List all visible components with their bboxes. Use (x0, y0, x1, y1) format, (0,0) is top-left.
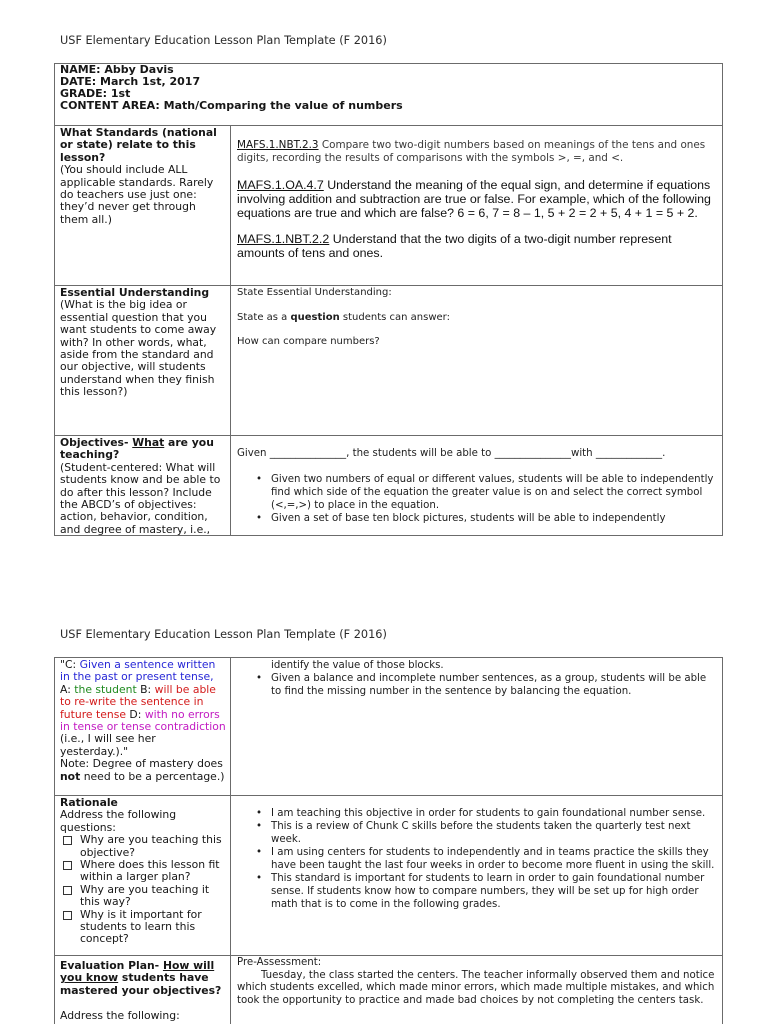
page1-header: USF Elementary Education Lesson Plan Template (F 2016) (60, 34, 387, 47)
objective-item: • Given a balance and incomplete number sentences, as a group, students will be able to find the missing number in the sentence by balancing the equation. (271, 672, 716, 698)
rationale-item: • This is a review of Chunk C skills before the students taken the quarterly test next week. (271, 820, 716, 846)
checkbox-icon (63, 886, 72, 895)
evaluation-content-cell (231, 956, 723, 1024)
evaluation-label: Evaluation Plan- How will you know students have mastered your objectives? (60, 959, 222, 997)
objective-template: Given _______________, the students will be able to _______________with _____________. (237, 448, 666, 459)
objectives-content-cell (231, 436, 723, 536)
objectives-list (237, 473, 716, 525)
page2-lesson-table (54, 657, 723, 1024)
grade-level: GRADE: 1st (60, 87, 131, 100)
mastery-note: Note: Degree of mastery does not need to be a percentage.) (60, 757, 225, 783)
page1-lesson-table (54, 63, 723, 536)
evaluation-intro: Address the following: (60, 1008, 180, 1022)
rationale-intro: Address the following questions: (60, 808, 177, 834)
rationale-item: • This standard is important for students to learn in order to gain foundational number sense. If students know how to compare numbers, they will be set up for high order math that is to come in the following grades. (271, 872, 716, 911)
standard-code-link[interactable]: MAFS.1.NBT.2.2 (237, 232, 330, 246)
page2-header: USF Elementary Education Lesson Plan Template (F 2016) (60, 628, 387, 641)
essential-question-prompt: State as a question students can answer: (237, 312, 450, 323)
pre-assessment-text: Tuesday, the class started the centers. The teacher informally observed them and notice which students excelled, which made minor errors, which made multiple mistakes, and which took the opportunity to practice and made bad choices by not completing the centers task. (237, 969, 715, 1006)
objective-item: • Given two numbers of equal or different values, students will be able to independently find which side of the equation the greater value is on and select the correct symbol (<,=,>) to place in the equation. (271, 473, 716, 512)
audience-text: the student (74, 682, 137, 696)
objectives-hint: (Student-centered: What will students know and be able to do after this lesson? Include the ABCD’s of objectives: action, behavior, condition, and degree of mastery, i.e., (60, 460, 221, 536)
rationale-content-cell (231, 796, 723, 956)
rationale-item: • I am teaching this objective in order for students to gain foundational number sense. (271, 807, 716, 820)
objective-item: • Given a set of base ten block pictures, students will be able to independently (271, 512, 716, 525)
rationale-question: Why is it important for students to learn this concept? (80, 909, 227, 946)
standard-2 (237, 178, 716, 220)
abcd-example-cell (55, 658, 231, 796)
essential-content-cell (231, 286, 723, 436)
standard-code-link[interactable]: MAFS.1.NBT.2.3 (237, 139, 319, 151)
content-area: CONTENT AREA: Math/Comparing the value of numbers (60, 99, 403, 112)
checkbox-icon (63, 911, 72, 920)
objectives-label-cell (55, 436, 231, 536)
objective-item-continued: identify the value of those blocks. (271, 660, 444, 671)
standard-code-link[interactable]: MAFS.1.OA.4.7 (237, 178, 324, 192)
standard-text: Compare two two-digit numbers based on meanings of the tens and ones digits, recording the results of comparisons with the symbols >, =, and <. (237, 139, 706, 164)
essential-label-cell (55, 286, 231, 436)
essential-question-answer: How can compare numbers? (237, 336, 380, 347)
rationale-label-cell (55, 796, 231, 956)
teacher-name: NAME: Abby Davis (60, 64, 174, 76)
rationale-questions (60, 834, 227, 946)
standards-label: What Standards (national or state) relate to this lesson? (60, 126, 217, 164)
rationale-label: Rationale (60, 796, 118, 809)
degree-text: with no errors in tense or tense contradiction (60, 707, 226, 734)
lesson-date: DATE: March 1st, 2017 (60, 75, 201, 88)
essential-state-label: State Essential Understanding: (237, 287, 392, 298)
rationale-item: • I am using centers for students to independently and in teams practice the skills they have been taught the last four weeks in order to become more fluent in using the skill. (271, 846, 716, 872)
checkbox-icon (63, 836, 72, 845)
checkbox-icon (63, 861, 72, 870)
essential-label: Essential Understanding (60, 286, 210, 299)
standard-text: Understand the meaning of the equal sign, and determine if equations involving addition and subtraction are true or false. For example, which of the following equations are true and which are false? 6 = 6, 7 = 8 – 1, 5 + 2 = 2 + 5, 4 + 1 = 5 + 2. (237, 178, 711, 220)
standards-content-cell (231, 126, 723, 286)
condition-text: Given a sentence written in the past or present tense, (60, 658, 216, 684)
lesson-info-cell (55, 64, 723, 126)
objectives-label: Objectives- What are you teaching? (60, 436, 214, 462)
rationale-list (237, 807, 716, 911)
standard-text: Understand that the two digits of a two-digit number represent amounts of tens and ones. (237, 232, 672, 260)
behavior-text: will be able to re-write the sentence in future tense (60, 682, 216, 721)
pre-assessment-label: Pre-Assessment: (237, 957, 322, 968)
standards-hint: (You should include ALL applicable standards. Rarely do teachers use just one: they’d never get through them all.) (60, 163, 214, 226)
standard-3 (237, 232, 716, 260)
essential-hint: (What is the big idea or essential question that you want students to come away with? In other words, what, aside from the standard and our objective, will students understand when they finish this lesson?) (60, 298, 217, 399)
standard-1 (237, 139, 716, 165)
evaluation-label-cell (55, 956, 231, 1024)
question-keyword: question (290, 312, 340, 323)
rationale-question: Why are you teaching it this way? (80, 884, 227, 909)
rationale-question: Where does this lesson fit within a larger plan? (80, 859, 227, 884)
rationale-question: Why are you teaching this objective? (80, 834, 227, 859)
standards-label-cell (55, 126, 231, 286)
abcd-example: "C: Given a sentence written in the past or present tense, A: the student B: will be able to re-write the sentence in future tense D: with no errors in tense or tense contradiction (i.e., I will see her yesterday.)." (60, 658, 226, 758)
objectives-list-continued (237, 672, 716, 698)
objectives-continued-cell (231, 658, 723, 796)
